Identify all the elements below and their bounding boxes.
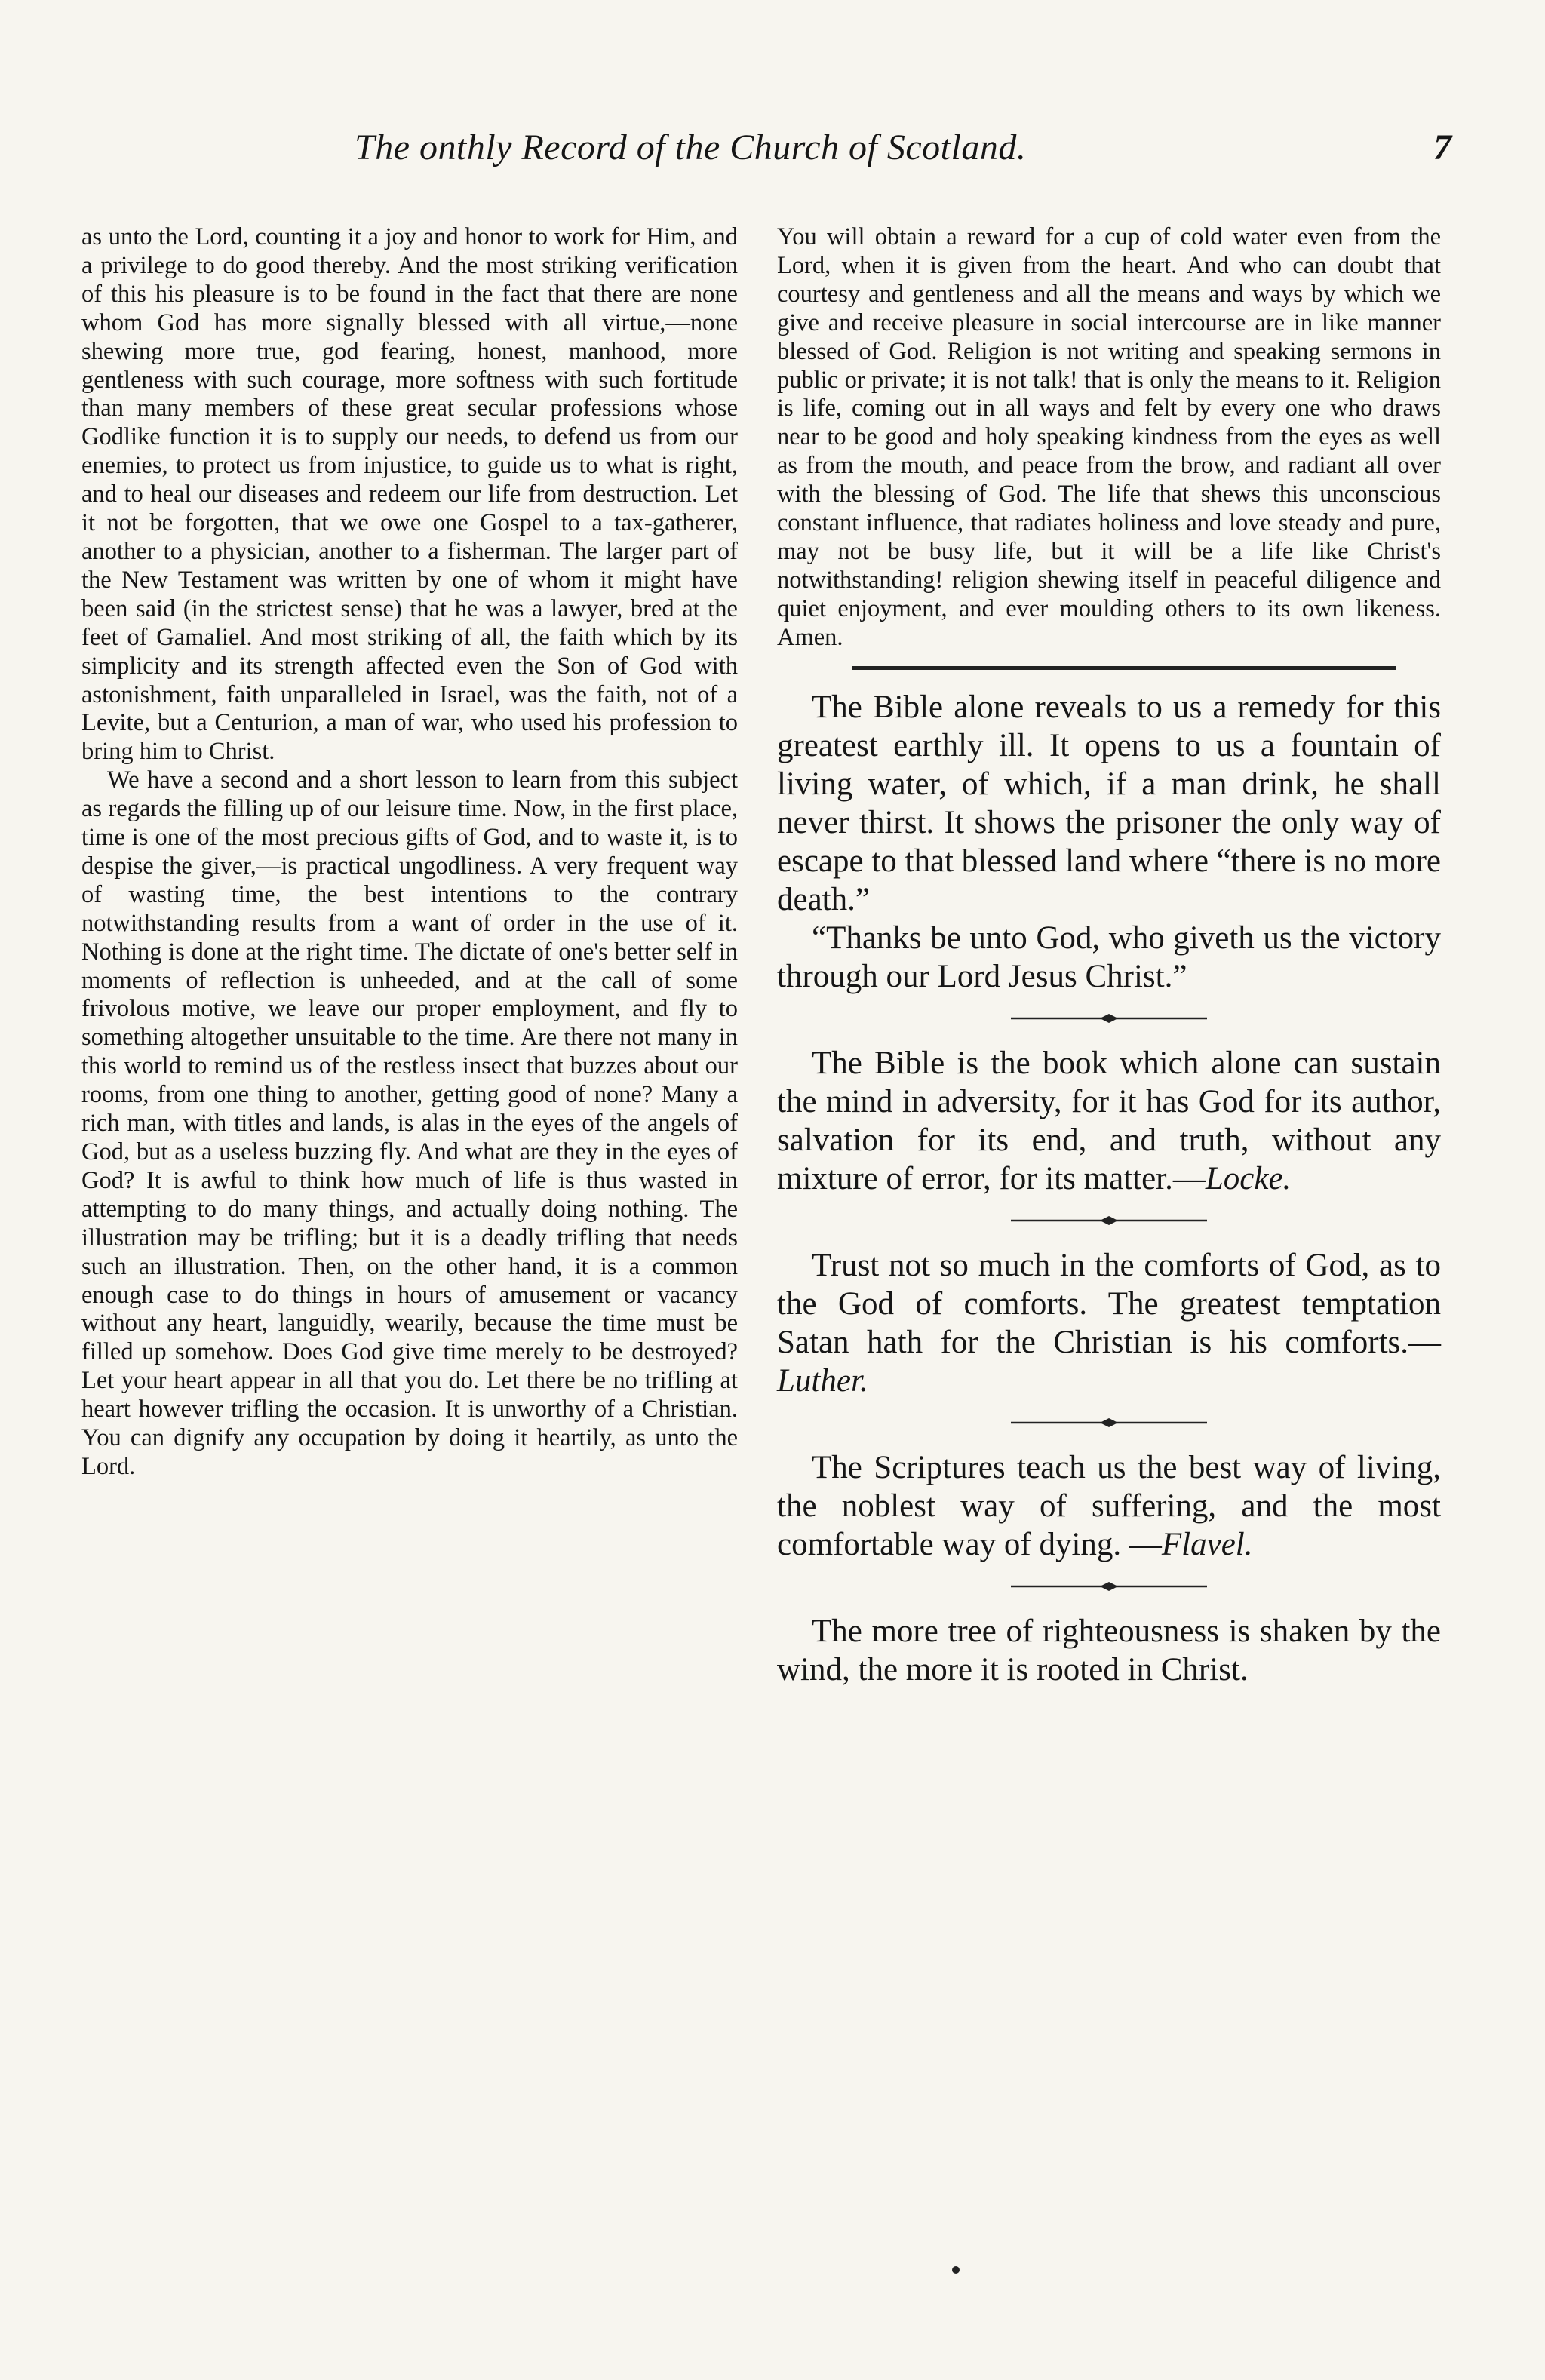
quote-block	[777, 1044, 1441, 1198]
quote-paragraph	[777, 1044, 1441, 1198]
sermon-paragraph: We have a second and a short lesson to learn from this subject as regards the filling up of our leisure time. Now, in the first place, time is one of the most precious gifts of God, and to waste it, is to despise the giver,—is practical ungodliness. A very frequent way of wasting time, the best intentions to the contrary notwithstanding results from a want of order in the use of it. Nothing is done at the right time. The dictate of one's better self in moments of reflection is unheeded, and at the call of some frivolous motive, we leave our proper employment, and fly to something altogether unsuitable to the time. Are there not many in this world to remind us of the restless insect that buzzes about our rooms, from one thing to another, getting good of none? Many a rich man, with titles and lands, is alas in the eyes of the angels of God, but as a useless buzzing fly. And what are they in the eyes of God? It is awful to think how much of life is thus wasted in attempting to do many things, and actually doing nothing. The illustration may be trifling; but it is a deadly trifling that needs such an illustration. Then, on the other hand, it is a common enough case to do things in hours of amusement or vacancy without any heart, languidly, wearily, because the time must be filled up somehow. Does God give time merely to be destroyed? Let your heart appear in all that you do. Let there be no trifling at heart however trifling the occasion. It is unworthy of a Christian. You can dignify any occupation by doing it heartily, as unto the Lord.	[81, 766, 738, 1480]
page-number: 7	[1433, 127, 1451, 167]
quote-text: The Bible is the book which alone can sustain the mind in adversity, for it has God for its author, salvation for its end, and truth, without any mixture of error, for its matter.—	[777, 1045, 1441, 1196]
quote-block	[777, 1448, 1441, 1564]
quote-paragraph	[777, 1246, 1441, 1400]
sermon-paragraph: as unto the Lord, counting it a joy and honor to work for Him, and a privilege to do good thereby. And the most striking verification of this his pleasure is to be found in the fact that there are none whom God has more signally blessed with all virtue,—none shewing more true, god fearing, honest, manhood, more gentleness with such courage, more softness with such fortitude than many members of these great secular professions whose Godlike function it is to supply our needs, to defend us from our enemies, to protect us from injustice, to guide us to what is right, and to heal our diseases and redeem our life from destruction. Let it not be forgotten, that we owe one Gospel to a tax-gatherer, another to a physician, another to a fisherman. The larger part of the New Testament was written by one of whom it might have been said (in the strictest sense) that he was a lawyer, bred at the feet of Gamaliel. And most striking of all, the faith which by its simplicity and its strength affected even the Son of God with astonishment, faith unparalleled in Israel, was the faith, not of a Levite, but a Centurion, a man of war, who used his profession to bring him to Christ.	[81, 223, 738, 766]
quote-block	[777, 1246, 1441, 1400]
quote-block	[777, 1612, 1441, 1689]
diamond-rule-icon	[1011, 1580, 1207, 1592]
quote-paragraph	[777, 1448, 1441, 1564]
sermon-conclusion: You will obtain a reward for a cup of cold water even from the Lord, when it is given from the heart. And who can doubt that courtesy and gentleness and all the means and ways by which we give and receive pleasure in social intercourse are in like manner blessed of God. Religion is not writing and speaking sermons in public or private; it is not talk! that is only the means to it. Religion is life, coming out in all ways and felt by every one who draws near to be good and holy speaking kindness from the eyes as well as from the mouth, and peace from the brow, and radiant all over with the blessing of God. The life that shews this unconscious constant influence, that radiates holiness and love steady and pure, may not be busy life, but it will be a life like Christ's notwithstanding! religion shewing itself in peaceful diligence and quiet enjoyment, and ever moulding others to its own likeness. Amen.	[777, 223, 1441, 651]
quote-text: Trust not so much in the comforts of God, as to the God of comforts. The greatest temptation Satan hath for the Christian is his comforts.—	[777, 1247, 1441, 1360]
right-column	[777, 223, 1441, 1689]
left-column	[81, 223, 738, 1482]
quote-block	[777, 688, 1441, 996]
diamond-rule-icon	[1011, 1417, 1207, 1429]
quote-attribution: Flavel.	[1161, 1526, 1253, 1562]
dot-icon	[952, 2266, 960, 2274]
diamond-rule-icon	[1011, 1215, 1207, 1227]
running-head	[0, 127, 1545, 172]
quote-attribution: Luther.	[777, 1362, 868, 1399]
diamond-rule-icon	[1011, 1012, 1207, 1024]
quote-paragraph: The more tree of righteousness is shaken by the wind, the more it is rooted in Christ.	[777, 1613, 1441, 1687]
quote-paragraph: The Bible alone reveals to us a remedy for this greatest earthly ill. It opens to us a fountain of living water, of which, if a man drink, he shall never thirst. It shows the prisoner the only way of escape to that blessed land where “there is no more death.”	[777, 689, 1441, 917]
quote-paragraph: “Thanks be unto God, who giveth us the victory through our Lord Jesus Christ.”	[777, 920, 1441, 994]
quote-text: The Scriptures teach us the best way of living, the noblest way of suffering, and the most comfortable way of dying. —	[777, 1449, 1441, 1562]
running-title: The onthly Record of the Church of Scotland.	[355, 127, 1027, 167]
quote-attribution: Locke.	[1205, 1160, 1292, 1196]
double-rule-separator	[852, 666, 1396, 670]
